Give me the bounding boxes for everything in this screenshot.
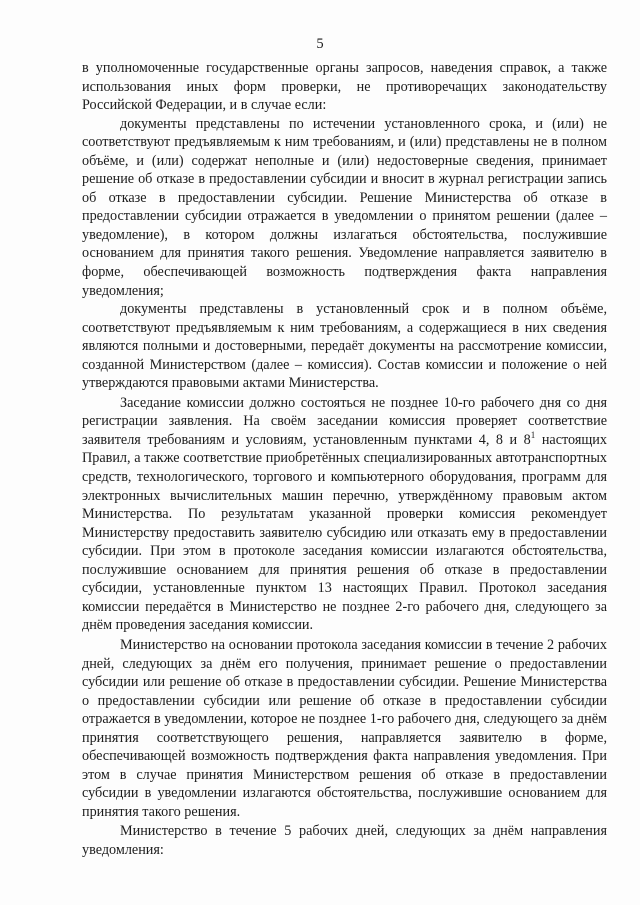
document-body bbox=[82, 59, 607, 860]
footnote-superscript: 1 bbox=[530, 429, 536, 440]
paragraph-ministry-decision: Министерство на основании протокола заседания комиссии в течение 2 рабочих дней, следующих за днём его получения, принимает решение о предоставлении субсидии или решение об отказе в предоставлении субсидии. Решение Министерства о предоставлении субсидии или решение об отказе в предоставлении субсидии отражается в уведомлении, которое не позднее 1-го рабочего дня, следующего за днём принятия соответствующего решения, направляется заявителю в форме, обеспечивающей возможность подтверждения факта направления уведомления. При этом в случае принятия Министерством решения об отказе в предоставлении субсидии в уведомлении излагаются обстоятельства, послужившие основанием для принятия такого решения. bbox=[82, 636, 607, 820]
commission-meeting-text-start: Заседание комиссии должно состояться не позднее 10-го рабочего дня со дня регистрации заявления. На своём заседании комиссия проверяет соответствие заявителя требованиям и условиям, установленным пунктами 4, 8 и 8 bbox=[82, 394, 607, 448]
paragraph-refusal-case: документы представлены по истечении установленного срока, и (или) не соответствуют предъявляемым к ним требованиям, и (или) представлены не в полном объёме, и (или) содержат неполные и (или) недостоверные сведения, принимает решение об отказе в предоставлении субсидии и вносит в журнал регистрации запись об отказе в предоставлении субсидии. Решение Министерства об отказе в предоставлении субсидии отражается в уведомлении о принятом решении (далее – уведомление), в котором должны излагаться обстоятельства, послужившие основанием для принятия такого решения. Уведомление направляется заявителю в форме, обеспечивающей возможность подтверждения факта направления уведомления; bbox=[82, 115, 607, 299]
paragraph-continuation: в уполномоченные государственные органы запросов, наведения справок, а также использования иных форм проверки, не противоречащих законодательству Российской Федерации, и в случае если: bbox=[82, 60, 607, 114]
paragraph-commission-referral: документы представлены в установленный срок и в полном объёме, соответствуют предъявляемым к ним требованиям, а содержащиеся в них сведения являются полными и достоверными, передаёт документы на рассмотрение комиссии, созданной Министерством (далее – комиссия). Состав комиссии и положение о ней утверждаются правовыми актами Министерства. bbox=[82, 301, 607, 392]
paragraph-ministry-notification: Министерство в течение 5 рабочих дней, следующих за днём направления уведомления: bbox=[82, 823, 607, 858]
page-number: 5 bbox=[316, 36, 324, 52]
paragraph-commission-meeting bbox=[82, 394, 607, 635]
commission-meeting-text-end: настоящих Правил, а также соответствие приобретённых специализированных автотранспортных средств, технологического, торгового и компьютерного оборудования, программ для электронных вычислительных машин перечню, утверждённому правовым актом Министерства. По результатам указанной проверки комиссия рекомендует Министерству предоставить заявителю субсидию или отказать ему в предоставлении субсидии. При этом в протоколе заседания комиссии излагаются обстоятельства, послужившие основанием для принятия решения об отказе в предоставлении субсидии, установленные пунктом 13 настоящих Правил. Протокол заседания комиссии передаётся в Министерство не позднее 2-го рабочего дня, следующего за днём проведения заседания комиссии. bbox=[82, 431, 607, 634]
